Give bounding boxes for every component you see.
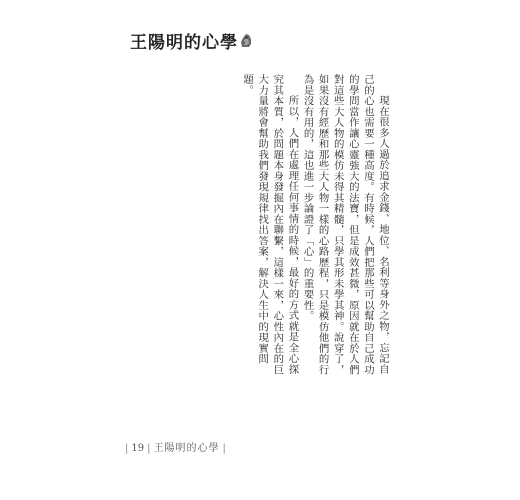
page-number: 19 (131, 443, 145, 454)
footer-divider-left: | (125, 443, 129, 454)
running-title: 王陽明的心學 (153, 443, 220, 454)
book-title-text: 王陽明的心學 (130, 33, 238, 53)
page-footer (122, 443, 229, 455)
vertical-body-text (230, 74, 390, 384)
page-title (130, 33, 253, 53)
footer-divider-right: | (222, 443, 226, 454)
stone-seal-icon (239, 32, 253, 53)
footer-divider-mid: | (147, 443, 151, 454)
paragraph-1: 現在很多人過於追求金錢、地位、名利等身外之物，忘記自己的心也需要一種高度。有時候，人們把那些可以幫助自己成功的學問當作讓心靈強大的法寶，但是成效甚微，原因就在於人們對這些大人物的模仿未得其精髓，只學其形未學其神。說穿了，如果沒有經歷和那些大人物一樣的心路歷程，只是模仿他們的行為是沒有用的，這也進一步論證了「心」的重要性。 (301, 74, 389, 375)
paragraph-2: 所以，人們在處理任何事情的時候，最好的方式就是全心探究其本質，於問題本身發掘內在聯繫，這樣一來，心性內在的巨大力量將會幫助我們發現規律找出答案，解決人生中的現實問題。 (241, 74, 299, 375)
